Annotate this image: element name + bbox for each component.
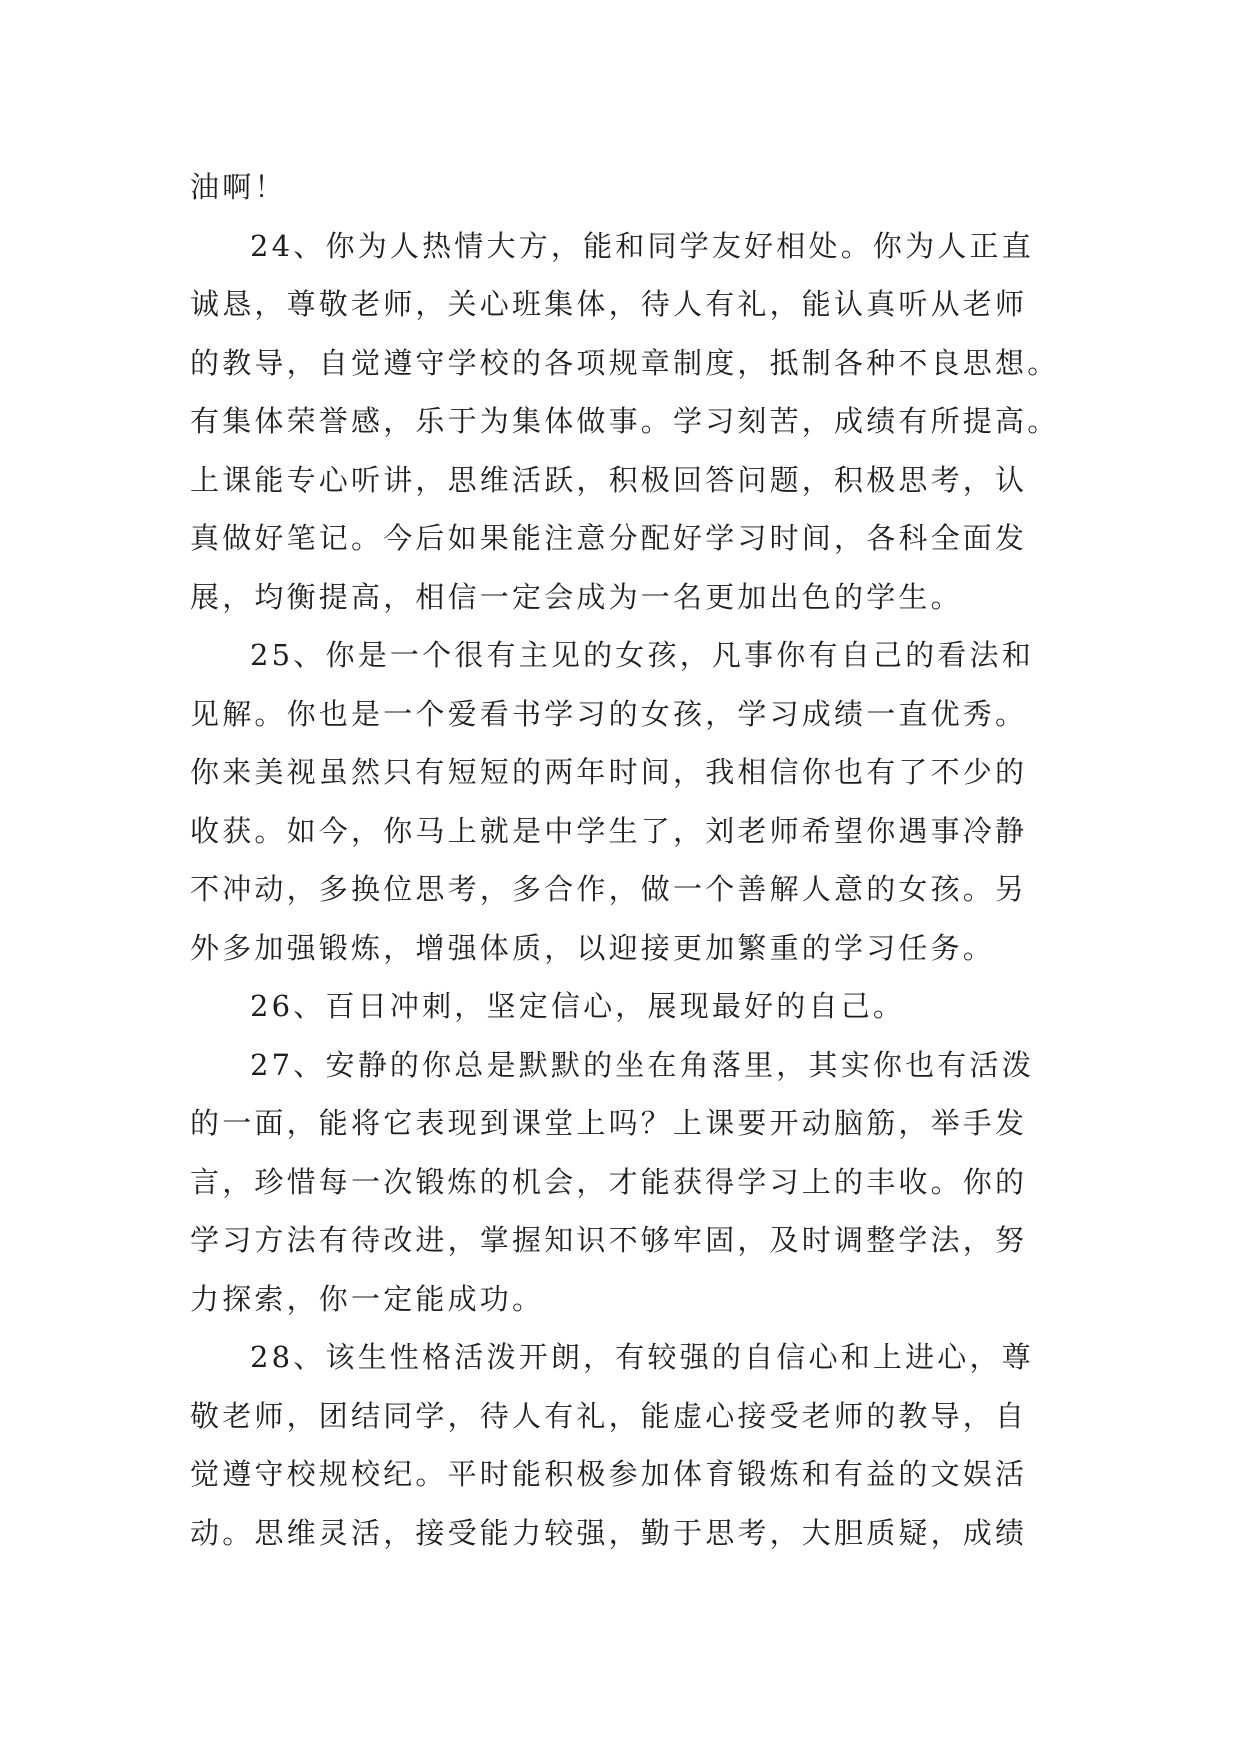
- text-line: 敬老师，团结同学，待人有礼，能虚心接受老师的教导，自: [190, 1398, 1028, 1433]
- text-line: 不冲动，多换位思考，多合作，做一个善解人意的女孩。另: [190, 872, 1028, 906]
- text-line: 的一面，能将它表现到课堂上吗？上课要开动脑筋，举手发: [190, 1106, 1028, 1140]
- text-line: 展，均衡提高，相信一定会成为一名更加出色的学生。: [190, 579, 963, 614]
- text-line: 26、百日冲刺，坚定信心，展现最好的自己。: [250, 989, 906, 1023]
- text-line: 的教导，自觉遵守学校的各项规章制度，抵制各种不良思想。: [190, 345, 1060, 380]
- text-line: 收获。如今，你马上就是中学生了，刘老师希望你遇事冷静: [190, 813, 1028, 848]
- document-body-text: [190, 158, 1070, 1562]
- text-line: 诚恳，尊敬老师，关心班集体，待人有礼，能认真听从老师: [190, 287, 1028, 321]
- text-line: 油啊！: [190, 170, 287, 204]
- text-line: 学习方法有待改进，掌握知识不够牢固，及时调整学法，努: [190, 1223, 1028, 1257]
- text-line: 28、该生性格活泼开朗，有较强的自信心和上进心，尊: [250, 1340, 1034, 1374]
- text-line: 25、你是一个很有主见的女孩，凡事你有自己的看法和: [250, 638, 1034, 672]
- text-line: 言，珍惜每一次锻炼的机会，才能获得学习上的丰收。你的: [190, 1164, 1028, 1199]
- text-line: 27、安静的你总是默默的坐在角落里，其实你也有活泼: [250, 1047, 1034, 1082]
- text-line: 上课能专心听讲，思维活跃，积极回答问题，积极思考，认: [190, 462, 1028, 497]
- text-line: 见解。你也是一个爱看书学习的女孩，学习成绩一直优秀。: [190, 696, 1028, 731]
- text-line: 真做好笔记。今后如果能注意分配好学习时间，各科全面发: [190, 521, 1028, 555]
- text-line: 觉遵守校规校纪。平时能积极参加体育锻炼和有益的文娱活: [190, 1457, 1028, 1491]
- text-line: 有集体荣誉感，乐于为集体做事。学习刻苦，成绩有所提高。: [190, 404, 1060, 438]
- text-line: 力探索，你一定能成功。: [190, 1281, 545, 1316]
- text-line: 外多加强锻炼，增强体质，以迎接更加繁重的学习任务。: [190, 930, 996, 965]
- text-line: 24、你为人热情大方，能和同学友好相处。你为人正直: [250, 228, 1034, 263]
- text-line: 你来美视虽然只有短短的两年时间，我相信你也有了不少的: [190, 755, 1028, 789]
- text-line: 动。思维灵活，接受能力较强，勤于思考，大胆质疑，成绩: [190, 1515, 1028, 1550]
